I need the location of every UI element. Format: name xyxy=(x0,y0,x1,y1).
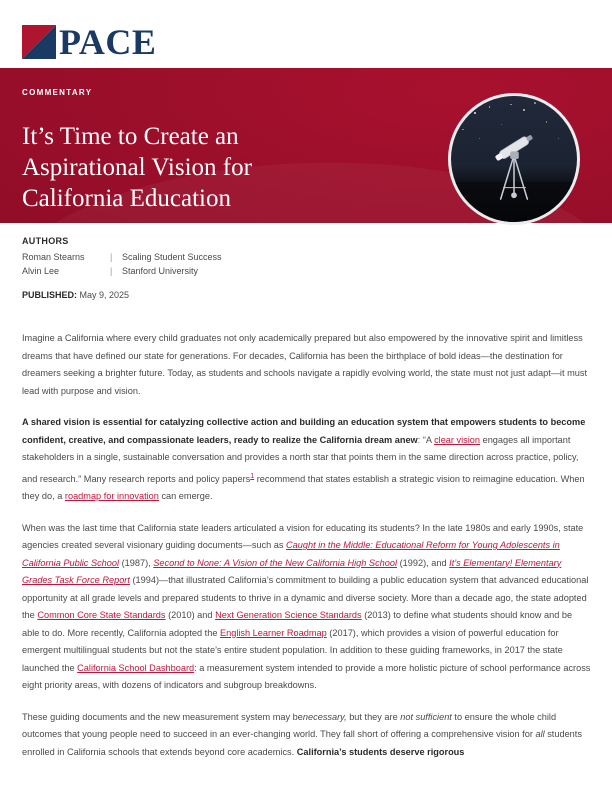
telescope-night-sky-image xyxy=(448,93,580,225)
paragraph-4-text-a: These guiding documents and the new measurement system may be xyxy=(22,711,303,722)
author-separator: | xyxy=(110,266,113,276)
paragraph-4-text-d: students enrolled in California schools that extends beyond core academics. xyxy=(22,729,582,757)
paragraph-4 xyxy=(22,709,591,762)
paragraph-2 xyxy=(22,414,591,506)
author-entry xyxy=(22,264,442,278)
paragraph-3-text-e: (2010) and xyxy=(165,610,216,621)
author-name: Roman Stearns xyxy=(22,252,85,262)
paragraph-2-text-d: can emerge. xyxy=(158,491,213,502)
link-common-core-state-standards[interactable]: Common Core State Standards xyxy=(37,610,166,621)
link-english-learner-roadmap[interactable]: English Learner Roadmap xyxy=(220,627,327,638)
paragraph-3-text-b: (1987), xyxy=(119,557,154,568)
author-name: Alvin Lee xyxy=(22,266,60,276)
paragraph-3-text-d: (1994)—that illustrated California’s commitment to building a public education system that advanced educational opportunity at all grade levels and prepared students to thrive in a dynamic and diverse society. More than a decade ago, the state adopted the xyxy=(22,575,589,621)
paragraph-2-lead-bold: A shared vision is essential for catalyzing collective action and building an education system that empowers students to become confident, creative, and compassionate leaders, ready to realize the California dream anew xyxy=(22,417,586,445)
content-type-label: COMMENTARY xyxy=(22,88,93,97)
article-meta xyxy=(22,236,442,300)
paragraph-1-text: Imagine a California where every child graduates not only academically prepared but also empowered by the innovative spirit and limitless dreams that have defined our state for generations. For decades, California has been the birthplace of bold ideas—the destination for dreamers seeking a brighter future. Today, as students and schools navigate a rapidly evolving world, the state must not just adapt—it must lead with purpose and vision. xyxy=(22,333,587,396)
author-separator: | xyxy=(110,252,113,262)
link-second-to-none[interactable]: Second to None: A Vision of the New California High School xyxy=(153,557,398,568)
paragraph-3 xyxy=(22,520,591,695)
link-roadmap-for-innovation[interactable]: roadmap for innovation xyxy=(64,491,159,502)
paragraph-4-text-c: to ensure the whole child outcomes that young people need to succeed in an ever-changing world. They fall short of offering a comprehensive vision for xyxy=(22,711,557,740)
page-title xyxy=(22,121,422,214)
paragraph-4-bold-tail: California’s students deserve rigorous xyxy=(296,746,465,757)
footnote-ref-1[interactable]: 1 xyxy=(250,472,255,480)
paragraph-2-text-b: engages all important stakeholders in a single, sustainable conversation and provides a north star that points them in the same direction across practice, policy, and research.” Many research reports and policy papers xyxy=(22,434,579,484)
paragraph-2-text-a: : “A xyxy=(417,434,435,445)
pace-logo-wordmark: PACE xyxy=(59,22,157,62)
authors-heading: AUTHORS xyxy=(22,236,69,246)
author-affiliation: Scaling Student Success xyxy=(122,252,222,262)
paragraph-3-text-g: (2017), which provides a vision of powerful education for emergent multilingual students but not the state’s entire student population. In addition to these guiding frameworks, in 2017 the state launched the xyxy=(22,627,563,673)
article-body xyxy=(22,330,591,775)
page-title-line-2: Aspirational Vision for xyxy=(22,153,252,181)
pace-logo-mark-icon xyxy=(22,25,56,59)
published-date: May 9, 2025 xyxy=(79,290,130,300)
page-title-line-1: It’s Time to Create an xyxy=(22,122,239,150)
paragraph-4-italic-all: all xyxy=(535,729,545,740)
pace-logo[interactable] xyxy=(22,20,156,64)
link-next-generation-science-standards[interactable]: Next Generation Science Standards xyxy=(215,610,362,621)
link-clear-vision[interactable]: clear vision xyxy=(434,434,481,445)
published-line xyxy=(22,290,442,300)
published-label: PUBLISHED: xyxy=(22,290,78,300)
paragraph-4-italic-necessary: necessary, xyxy=(302,711,347,722)
link-california-school-dashboard[interactable]: California School Dashboard xyxy=(77,662,195,673)
author-affiliation: Stanford University xyxy=(122,266,199,276)
paragraph-3-text-f: (2013) to define what students should know and be able to do. More recently, California adopted the xyxy=(22,610,573,638)
paragraph-1 xyxy=(22,330,591,400)
paragraph-3-text-h: : a measurement system intended to provide a more holistic picture of school performance across eight priority areas, with dozens of indicators and subgroup breakdowns. xyxy=(22,662,591,691)
telescope-icon xyxy=(451,96,577,222)
page-title-line-3: California Education xyxy=(22,184,231,212)
paragraph-3-text-a: When was the last time that California state leaders articulated a vision for educating its students? In the late 1980s and early 1990s, state agencies created several visionary guiding documents—such as xyxy=(22,522,584,551)
link-caught-in-the-middle[interactable]: Caught in the Middle: Educational Reform for Young Adolescents in California Public School xyxy=(22,540,560,568)
paragraph-4-italic-not-sufficient: not sufficient xyxy=(400,711,452,722)
link-its-elementary[interactable]: It’s Elementary! Elementary Grades Task Force Report xyxy=(22,557,562,586)
author-entry xyxy=(22,250,442,264)
paragraph-2-text-c: recommend that states establish a strategic vision to reimagine education. When they do, a xyxy=(22,473,585,502)
paragraph-3-text-c: (1992), and xyxy=(397,557,450,568)
paragraph-4-text-b: but they are xyxy=(346,711,401,722)
